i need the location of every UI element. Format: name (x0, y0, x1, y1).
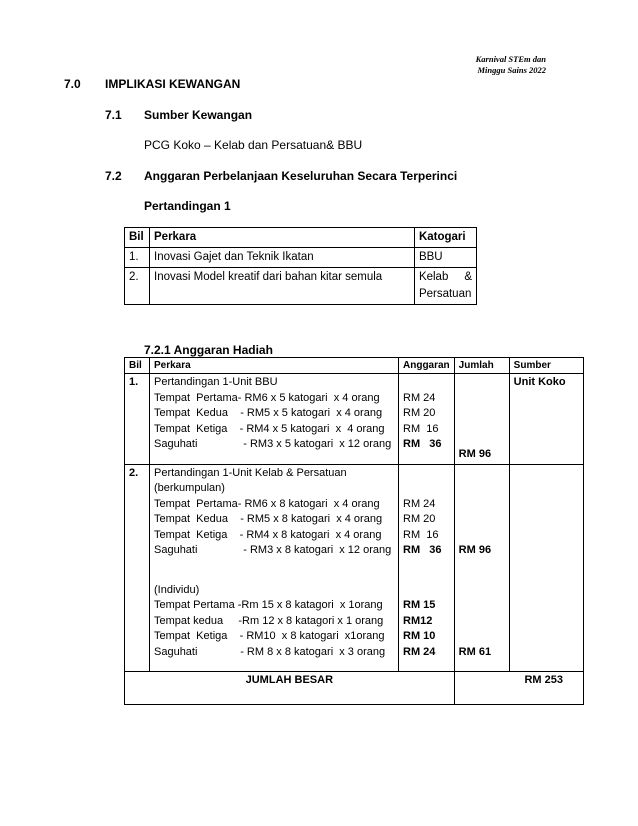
row2-item: Tempat Kedua - RM5 x 8 katogari x 4 orang (154, 513, 383, 525)
header-note (426, 54, 546, 76)
individu-item: Tempat Ketiga - RM10 x 8 katogari x1orang (154, 630, 385, 642)
header-katogari: Katogari (414, 228, 476, 248)
category-table (124, 227, 477, 305)
row1-anggaran: RM 20 (403, 407, 436, 419)
row2-anggaran: RM 16 (403, 528, 439, 541)
row2-anggaran: RM 36 (403, 544, 442, 556)
row2-item: Tempat Pertama- RM6 x 8 katogari x 4 orang (154, 497, 380, 510)
individu-title: (Individu) (154, 583, 200, 596)
individu-anggaran: RM12 (403, 614, 433, 627)
cell-perkara (150, 464, 399, 672)
total-value: RM 253 (454, 672, 583, 705)
sub2-title: Anggaran Perbelanjaan Keseluruhan Secara Terperinci (144, 169, 458, 183)
individu-item: Saguhati - RM 8 x 8 katogari x 3 orang (154, 645, 386, 658)
cell-sumber (509, 464, 583, 672)
cell-anggaran (399, 374, 455, 465)
sub2-number: 7.2 (105, 169, 122, 183)
row1-item: Tempat Pertama- RM6 x 5 katogari x 4 orang (154, 391, 380, 404)
total-label: JUMLAH BESAR (125, 672, 455, 705)
cell-jumlah (454, 464, 509, 672)
section-title: IMPLIKASI KEWANGAN (105, 77, 241, 91)
cell-sumber: Unit Koko (509, 374, 583, 465)
table-row (125, 464, 584, 672)
cell-katogari (414, 268, 476, 305)
table-row (125, 374, 584, 465)
cell-perkara: Inovasi Model kreatif dari bahan kitar semula (150, 268, 415, 305)
header-bil: Bil (125, 228, 150, 248)
table-row (125, 248, 477, 268)
individu-item: Tempat Pertama -Rm 15 x 8 katagori x 1orang (154, 599, 383, 611)
header-sumber: Sumber (509, 358, 583, 374)
cell-perkara: Inovasi Gajet dan Teknik Ikatan (150, 248, 415, 268)
individu-item: Tempat kedua -Rm 12 x 8 katagori x 1 orang (154, 614, 384, 627)
sub1-number: 7.1 (105, 108, 122, 122)
row1-anggaran: RM 24 (403, 391, 436, 404)
section-number: 7.0 (64, 77, 81, 91)
sub3-title: 7.2.1 Anggaran Hadiah (144, 343, 273, 357)
sub1-title: Sumber Kewangan (144, 108, 253, 122)
cell-anggaran (399, 464, 455, 672)
cell-jumlah: RM 96 (454, 374, 509, 465)
sub1-text: PCG Koko – Kelab dan Persatuan& BBU (144, 138, 363, 152)
table-header-row (125, 228, 477, 248)
cell-perkara (150, 374, 399, 465)
header-perkara: Perkara (150, 228, 415, 248)
header-note-line-1: Karnival STEm dan (475, 54, 546, 64)
individu-anggaran: RM 24 (403, 645, 436, 658)
row1-item: Saguhati - RM3 x 5 katogari x 12 orang (154, 438, 392, 450)
row1-item: Tempat Ketiga - RM4 x 5 katogari x 4 orang (154, 422, 385, 435)
row2-anggaran: RM 20 (403, 513, 436, 525)
row2-jumlah: RM 96 (458, 544, 492, 556)
row2-title: Pertandingan 1-Unit Kelab & Persatuan (154, 466, 347, 479)
row1-item: Tempat Kedua - RM5 x 5 katogari x 4 orang (154, 407, 383, 419)
cell-katogari: BBU (414, 248, 476, 268)
header-anggaran: Anggaran (399, 358, 455, 374)
cell-bil: 1. (125, 374, 150, 465)
header-bil: Bil (125, 358, 150, 374)
row2-item: Saguhati - RM3 x 8 katogari x 12 orang (154, 544, 392, 556)
prize-table (124, 357, 584, 705)
sub2-subheading: Pertandingan 1 (144, 199, 231, 213)
cell-bil: 2. (125, 464, 150, 672)
cell-bil: 1. (125, 248, 150, 268)
katogari-line-2: Persatuan (418, 288, 472, 300)
individu-anggaran: RM 15 (403, 599, 436, 611)
cell-bil: 2. (125, 268, 150, 305)
row2-anggaran: RM 24 (403, 497, 436, 510)
header-note-line-2: Minggu Sains 2022 (477, 65, 546, 75)
individu-anggaran: RM 10 (403, 630, 436, 642)
table-header-row (125, 358, 584, 374)
row1-anggaran: RM 16 (403, 422, 439, 435)
row2-title-2: (berkumpulan) (154, 482, 225, 494)
header-perkara: Perkara (150, 358, 399, 374)
katogari-line-1: Kelab & (418, 271, 472, 283)
table-row (125, 268, 477, 305)
total-row (125, 672, 584, 705)
individu-jumlah: RM 61 (458, 645, 492, 658)
header-jumlah: Jumlah (454, 358, 509, 374)
row2-item: Tempat Ketiga - RM4 x 8 katogari x 4 orang (154, 528, 382, 541)
row1-title: Pertandingan 1-Unit BBU (154, 376, 278, 388)
row1-anggaran: RM 36 (403, 438, 442, 450)
